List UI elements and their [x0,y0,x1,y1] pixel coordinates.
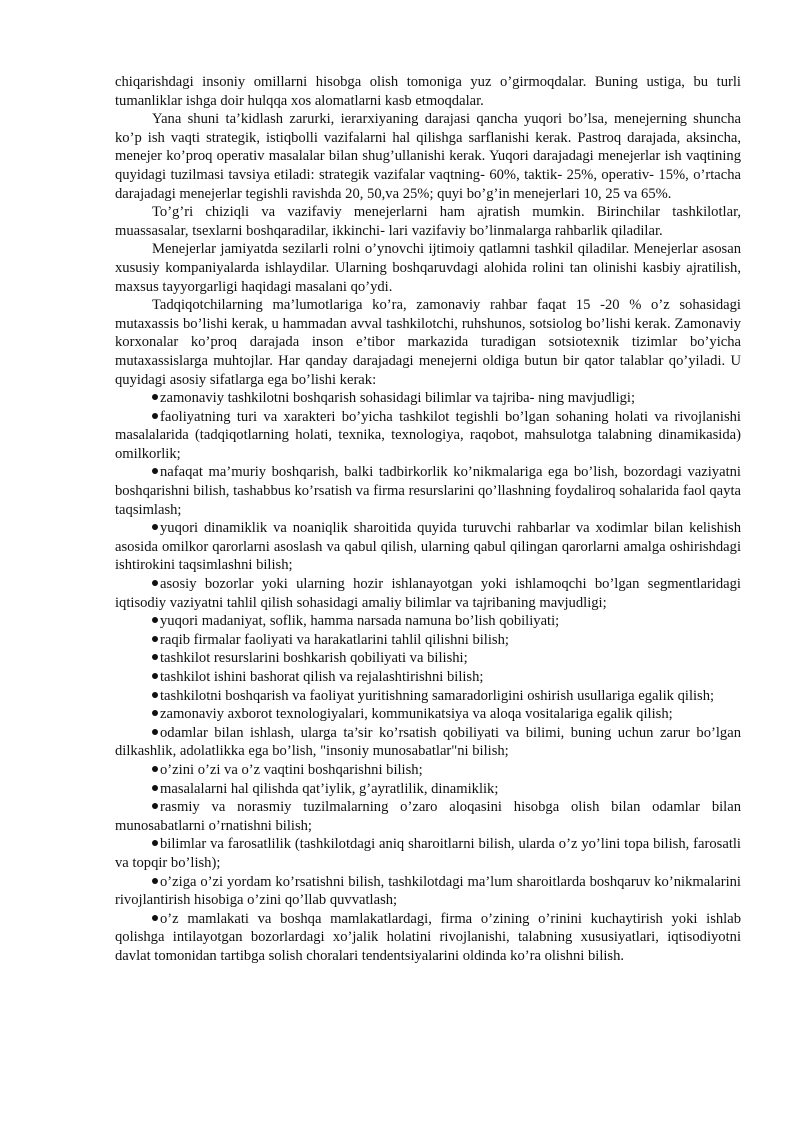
bullet-text: odamlar bilan ishlash, ularga ta’sir ko’rsatish qobiliyati va bilimi, buning uchun zarur bo’lgan dilkashlik, adolatlikka ega bo’lish, "insoniy munosabatlar"ni bilish; [115,724,741,760]
bullet-item [115,761,741,780]
bullet-icon [152,468,158,474]
bullet-icon [152,803,158,809]
bullet-text: tashkilotni boshqarish va faoliyat yuritishning samaradorligini oshirish usullariga egalik qilish; [160,687,715,704]
bullet-icon [152,692,158,698]
bullet-text: o’z mamlakati va boshqa mamlakatlardagi, firma o’zining o’rinini kuchaytirish yoki ishlab qolishga intilayotgan bozorlardagi xo’jalik holatini rivojlanishi, talabning xususiyatlari, iqtisodiyotni davlat tomonidan tartibga solish choralari tendentsiyalarini oldinda ko’ra olishni bilish. [115,910,741,964]
bullet-icon [152,840,158,846]
bullet-icon [152,394,158,400]
bullet-text: yuqori dinamiklik va noaniqlik sharoitida quyida turuvchi rahbarlar va xodimlar bilan kelishish asosida omilkor qarorlarni asoslash va qabul qilish, ularning qabul qilingan qarorlarni amalga oshirishdagi ishtirokini taqsimlashni bilish; [115,520,741,574]
bullet-icon [152,766,158,772]
bullet-text: asosiy bozorlar yoki ularning hozir ishlanayotgan yoki ishlamoqchi bo’lgan segmentlaridagi iqtisodiy vaziyatni tahlil qilish sohasidagi amaliy bilimlar va tajribaning mavjudligi; [115,576,741,611]
paragraph: chiqarishdagi insoniy omillarni hisobga olish tomoniga yuz o’girmoqdalar. Buning ustiga, bu turli tumanliklar ishga doir hulqqa xos alomatlarni kasb etmoqdalar. [115,74,741,109]
bullet-text: tashkilot ishini bashorat qilish va rejalashtirishni bilish; [160,669,484,685]
bullet-item [115,408,741,464]
bullet-icon [152,617,158,623]
bullet-item [115,798,741,835]
bullet-item [115,668,741,687]
bullet-text: yuqori madaniyat, soflik, hamma narsada namuna bo’lish qobiliyati; [160,613,560,630]
bullet-text: faoliyatning turi va xarakteri bo’yicha tashkilot tegishli bo’lgan sohaning holati va rivojlanishi masalalarida (tadqiqotlarning holati, texnika, texnologiya, raqobot, mahsulotga talabning dinamikasida) omilkorlik; [115,408,741,462]
bullet-icon [152,878,158,884]
bullet-item [115,519,741,575]
bullet-text: rasmiy va norasmiy tuzilmalarning o’zaro aloqasini hisobga olish bilan odamlar bilan munosabatlarni o’rnatishni bilish; [115,799,741,834]
bullet-item [115,649,741,668]
bullet-item [115,575,741,612]
bullet-text: zamonaviy axborot texnologiyalari, kommunikatsiya va aloqa vositalariga egalik qilish; [160,706,673,723]
bullet-item [115,724,741,761]
bullet-icon [152,636,158,642]
bullet-text: zamonaviy tashkilotni boshqarish sohasidagi bilimlar va tajriba- ning mavjudligi; [160,390,636,407]
bullet-item [115,780,741,799]
bullet-icon [152,915,158,921]
bullet-icon [152,580,158,586]
paragraph: To’g’ri chiziqli va vazifaviy menejerlarni ham ajratish mumkin. Birinchilar tashkilotlar, muassasalar, tsexlarni boshqaradilar, ikkinchi- lari vazifaviy bo’linmalarga rahbarlik qiladilar. [115,204,741,239]
bullet-icon [152,654,158,660]
bullet-text: masalalarni hal qilishda qat’iylik, g’ayratlilik, dinamiklik; [160,780,499,797]
bullet-item [115,612,741,631]
paragraph: Menejerlar jamiyatda sezilarli rolni o’ynovchi ijtimoiy qatlamni tashkil qiladilar. Menejerlar asosan xususiy kompaniyalarda ishlaydilar. Ularning boshqaruvdagi alohida rolini tan olinishi kasbiy ajratilish, maxsus tayyorgarligi haqidagi masalani qo’ydi. [115,241,741,295]
paragraph: Yana shuni ta’kidlash zarurki, ierarxiyaning darajasi qancha yuqori bo’lsa, menejerning shuncha ko’p ish vaqti strategik, istiqbolli vazifalarni hal qilishga sarflanishi kerak. Pastroq darajada, aksincha, menejer ko’proq operativ masalalar bilan shug’ullanishi kerak. Yuqori darajadagi menejerlar ish vaqtining quyidagi tuzilmasi tavsiya etiladi: strategik vazifalar vaqtning- 60%, taktik- 25%, operativ- 15%, o’rtacha darajadagi menejerlar tegishli ravishda 20, 50,va 25%; quyi bo’g’in menejerlari 10, 25 va 65%. [115,111,741,202]
bullet-item [115,705,741,724]
bullet-item [115,910,741,966]
document-page [115,73,741,966]
bullet-icon [152,785,158,791]
bullet-item [115,389,741,408]
bullet-text: o’ziga o’zi yordam ko’rsatishni bilish, tashkilotdagi ma’lum sharoitlarda boshqaruv ko’nikmalarini rivojlantirish hisobiga o’zini qo’llab quvvatlash; [115,873,741,909]
bullet-item [115,463,741,519]
bullet-item [115,687,741,706]
bullet-icon [152,413,158,419]
bullet-text: tashkilot resurslarini boshkarish qobiliyati va bilishi; [160,650,468,667]
bullet-icon [152,524,158,530]
bullet-icon [152,710,158,716]
bullet-text: nafaqat ma’muriy boshqarish, balki tadbirkorlik ko’nikmalariga ega bo’lish, bozordagi vaziyatni boshqarishni bilish, tashabbus ko’rsatish va firma resurslarini qo’llashning foydaliroq sohalarida faol qayta taqsimlash; [115,464,741,518]
bullet-item [115,835,741,872]
bullet-item [115,631,741,650]
paragraph: Tadqiqotchilarning ma’lumotlariga ko’ra, zamonaviy rahbar faqat 15 -20 % o’z sohasidagi mutaxassis bo’lishi kerak, u hammadan avval tashkilotchi, ruhshunos, sotsiolog bo’lishi kerak. Zamonaviy korxonalar ko’proq darajada inson e’tibor markazida turadigan sotsiotexnik tizimlar bo’yicha mutaxassislarga muhtojlar. Har qanday darajadagi menejerni oldiga butun bir qator talablar qo’yiladi. U quyidagi asosiy sifatlarga ega bo’lishi kerak: [115,297,741,388]
bullet-icon [152,673,158,679]
bullet-item [115,873,741,910]
bullet-text: o’zini o’zi va o’z vaqtini boshqarishni bilish; [160,761,423,778]
bullet-text: raqib firmalar faoliyati va harakatlarini tahlil qilishni bilish; [160,631,509,648]
bullet-text: bilimlar va farosatlilik (tashkilotdagi aniq sharoitlarni bilish, ularda o’z yo’lini topa bilish, farosatli va topqir bo’lish); [115,836,741,871]
bullet-icon [152,729,158,735]
